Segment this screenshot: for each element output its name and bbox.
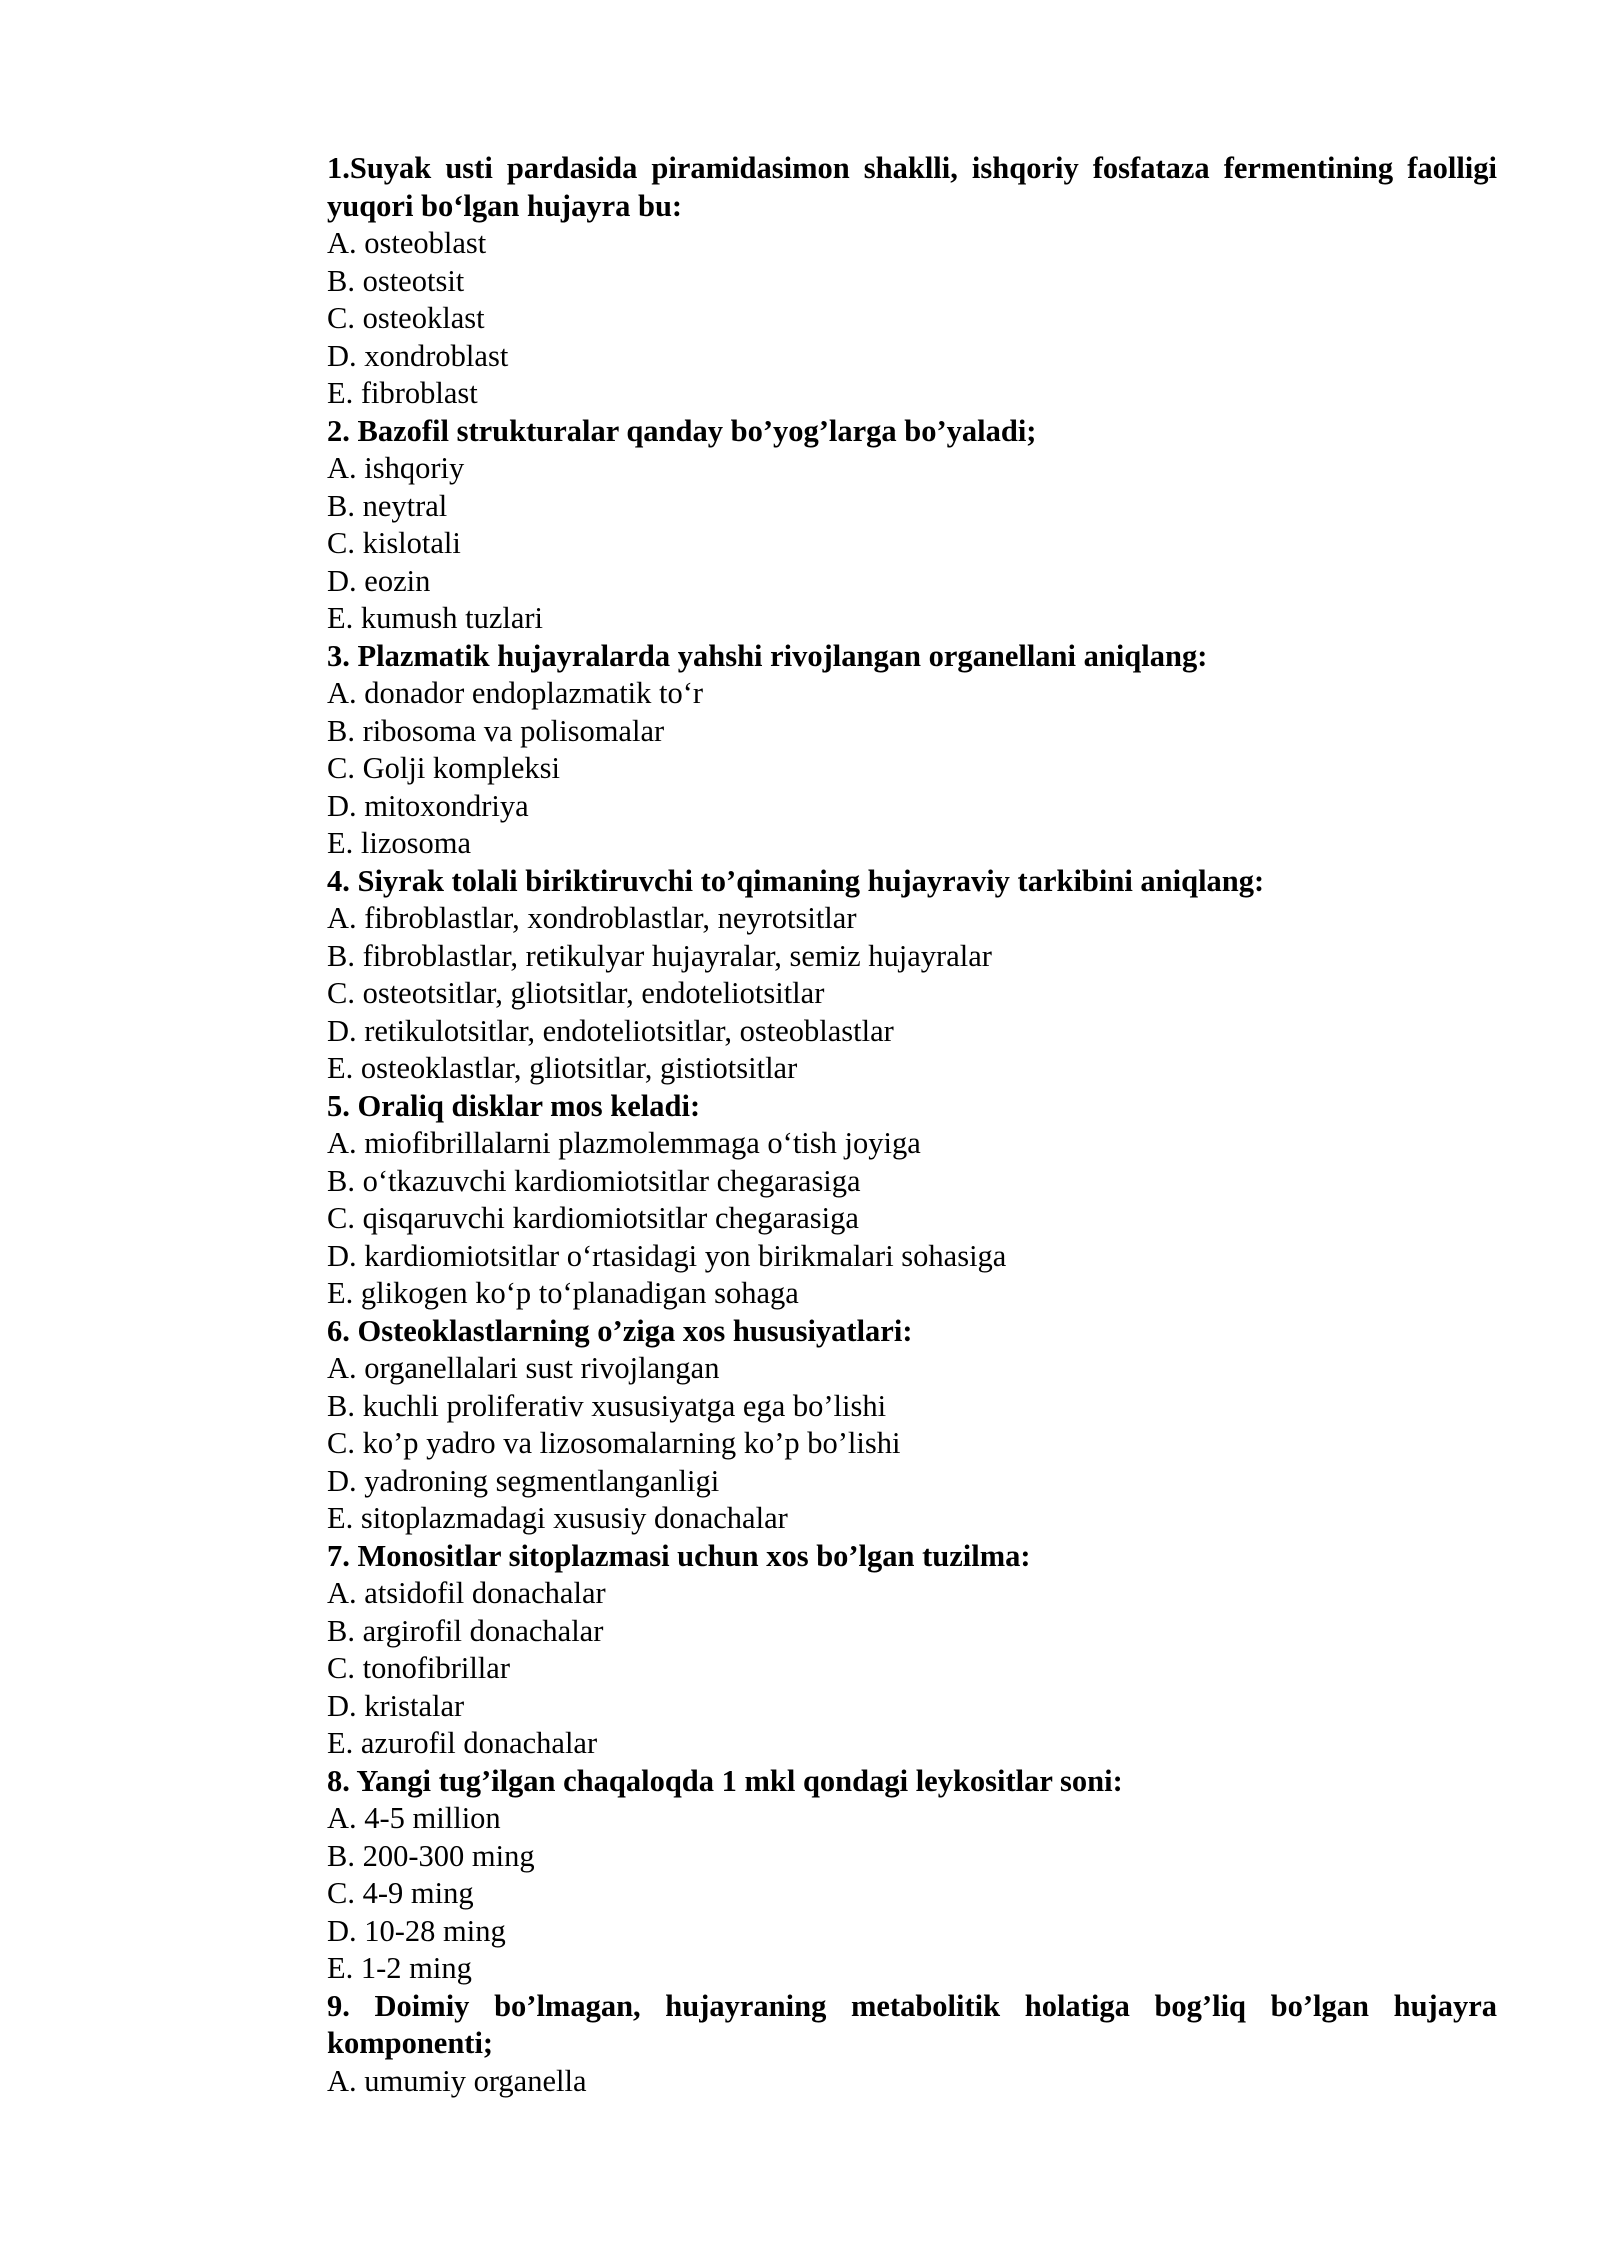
question-3	[327, 638, 1497, 863]
answer-option: E. kumush tuzlari	[327, 601, 544, 635]
question-text: 4. Siyrak tolali biriktiruvchi to’qimaning hujayraviy tarkibini aniqlang:	[327, 863, 1265, 898]
answer-option: B. kuchli proliferativ xususiyatga ega bo’lishi	[327, 1388, 887, 1423]
answer-option: A. osteoblast	[327, 226, 487, 260]
answer-option: D. yadroning segmentlanganligi	[327, 1463, 720, 1498]
answer-option: A. miofibrillalarni plazmolemmaga o‘tish joyiga	[327, 1126, 921, 1160]
answer-option: C. tonofibrillar	[327, 1651, 510, 1685]
answer-option: D. eozin	[327, 563, 431, 598]
question-7	[327, 1538, 1497, 1763]
answer-option: C. osteoklast	[327, 301, 485, 335]
answer-option: A. donador endoplazmatik to‘r	[327, 676, 704, 710]
question-text: 6. Osteoklastlarning o’ziga xos hususiyatlari:	[327, 1313, 913, 1348]
answer-option: E. fibroblast	[327, 376, 478, 410]
answer-option: D. kristalar	[327, 1688, 465, 1723]
answer-option: E. 1-2 ming	[327, 1951, 472, 1985]
answer-option: B. argirofil donachalar	[327, 1613, 604, 1648]
answer-option: C. ko’p yadro va lizosomalarning ko’p bo’lishi	[327, 1426, 901, 1460]
question-4	[327, 863, 1497, 1088]
answer-option: C. 4-9 ming	[327, 1876, 474, 1910]
answer-option: B. neytral	[327, 488, 448, 523]
answer-option: A. fibroblastlar, xondroblastlar, neyrotsitlar	[327, 901, 857, 935]
answer-option: A. umumiy organella	[327, 2063, 587, 2098]
question-9	[327, 1988, 1497, 2101]
question-6	[327, 1313, 1497, 1538]
answer-option: D. 10-28 ming	[327, 1913, 506, 1948]
answer-option: B. osteotsit	[327, 263, 465, 298]
question-5	[327, 1088, 1497, 1313]
question-text: 5. Oraliq disklar mos keladi:	[327, 1088, 701, 1123]
answer-option: E. azurofil donachalar	[327, 1726, 598, 1760]
question-text: 2. Bazofil strukturalar qanday bo’yog’larga bo’yaladi;	[327, 413, 1037, 448]
answer-option: C. Golji kompleksi	[327, 751, 560, 785]
answer-option: E. glikogen ko‘p to‘planadigan sohaga	[327, 1276, 799, 1310]
answer-option: D. mitoxondriya	[327, 788, 529, 823]
answer-option: D. kardiomiotsitlar o‘rtasidagi yon birikmalari sohasiga	[327, 1238, 1007, 1273]
document-page	[327, 150, 1497, 2100]
question-text: 7. Monositlar sitoplazmasi uchun xos bo’lgan tuzilma:	[327, 1538, 1031, 1573]
answer-option: C. kislotali	[327, 526, 461, 560]
question-2	[327, 413, 1497, 638]
question-8	[327, 1763, 1497, 1988]
question-text: 1.Suyak usti pardasida piramidasimon shaklli, ishqoriy fosfataza fermentining faolligi yuqori bo‘lgan hujayra bu:	[327, 151, 1497, 223]
answer-option: A. ishqoriy	[327, 451, 465, 485]
answer-option: E. lizosoma	[327, 826, 471, 860]
answer-option: C. qisqaruvchi kardiomiotsitlar chegarasiga	[327, 1201, 859, 1235]
answer-option: B. fibroblastlar, retikulyar hujayralar, semiz hujayralar	[327, 938, 992, 973]
answer-option: A. 4-5 million	[327, 1801, 501, 1835]
question-text: 8. Yangi tug’ilgan chaqaloqda 1 mkl qondagi leykositlar soni:	[327, 1763, 1123, 1798]
answer-option: A. organellalari sust rivojlangan	[327, 1351, 720, 1385]
answer-option: E. sitoplazmadagi xususiy donachalar	[327, 1501, 788, 1535]
answer-option: B. ribosoma va polisomalar	[327, 713, 665, 748]
answer-option: D. xondroblast	[327, 338, 509, 373]
question-text: 3. Plazmatik hujayralarda yahshi rivojlangan organellani aniqlang:	[327, 638, 1208, 673]
answer-option: E. osteoklastlar, gliotsitlar, gistiotsitlar	[327, 1051, 798, 1085]
answer-option: B. 200-300 ming	[327, 1838, 535, 1873]
question-text: 9. Doimiy bo’lmagan, hujayraning metabolitik holatiga bog’liq bo’lgan hujayra komponenti;	[327, 1988, 1497, 2060]
answer-option: A. atsidofil donachalar	[327, 1576, 606, 1610]
answer-option: C. osteotsitlar, gliotsitlar, endoteliotsitlar	[327, 976, 825, 1010]
answer-option: B. o‘tkazuvchi kardiomiotsitlar chegarasiga	[327, 1163, 861, 1198]
question-1	[327, 150, 1497, 413]
answer-option: D. retikulotsitlar, endoteliotsitlar, osteoblastlar	[327, 1013, 894, 1048]
